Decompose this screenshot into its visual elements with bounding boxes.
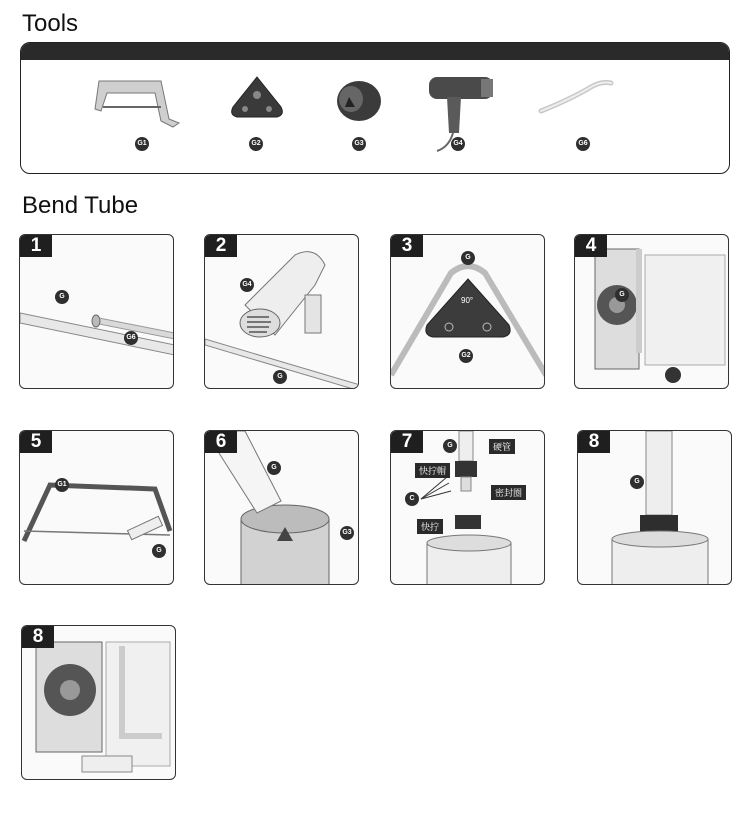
heat-gun-icon xyxy=(421,71,521,166)
bending-template-icon xyxy=(211,71,311,166)
step-badge: G6 xyxy=(124,331,138,345)
tool-heat-gun xyxy=(421,71,521,166)
step-number: 2 xyxy=(205,235,237,257)
step-number: 4 xyxy=(575,235,607,257)
step-badge: G xyxy=(55,290,69,304)
step-badge: G xyxy=(443,439,457,453)
step-panel-5 xyxy=(19,430,174,585)
cut-tube-illustration xyxy=(20,431,174,585)
tool-chamfer xyxy=(321,71,421,166)
step-number: 3 xyxy=(391,235,423,257)
hacksaw-icon xyxy=(91,71,191,166)
tool-badge: G4 xyxy=(451,137,465,151)
label-quick-fit: 快拧 xyxy=(417,519,443,534)
step-number: 1 xyxy=(20,235,52,257)
tools-panel xyxy=(20,42,730,174)
step-badge: C xyxy=(405,492,419,506)
tools-header-bar xyxy=(21,43,729,60)
label-quick-cap: 快拧帽 xyxy=(415,463,450,478)
fitting-installed-illustration xyxy=(578,431,732,585)
final-build-illustration xyxy=(22,626,176,780)
fitting-assembly-illustration xyxy=(391,431,545,585)
silicone-insert-icon xyxy=(531,71,631,166)
install-radiator-illustration xyxy=(575,235,729,389)
step-number: 6 xyxy=(205,431,237,453)
tool-badge: G3 xyxy=(352,137,366,151)
step-badge: G xyxy=(267,461,281,475)
step-panel-1 xyxy=(19,234,174,389)
angle-label: 90° xyxy=(461,296,474,305)
tool-badge: G2 xyxy=(249,137,263,151)
section-title-bend-tube: Bend Tube xyxy=(22,192,139,219)
step-badge: G xyxy=(615,288,629,302)
step-panel-6 xyxy=(204,430,359,585)
tool-silicone-insert xyxy=(531,71,631,166)
step-badge: G xyxy=(630,475,644,489)
step-badge: G2 xyxy=(459,349,473,363)
step-number: 7 xyxy=(391,431,423,453)
step-panel-4 xyxy=(574,234,729,389)
chamfer-tool-icon xyxy=(321,71,421,166)
tube-insert-illustration xyxy=(20,235,174,389)
step-panel-3 xyxy=(390,234,545,389)
step-panel-7 xyxy=(390,430,545,585)
chamfer-tube-illustration xyxy=(205,431,359,585)
step-panel-9 xyxy=(21,625,176,780)
step-badge: G4 xyxy=(240,278,254,292)
tool-badge: G1 xyxy=(135,137,149,151)
step-number: 8 xyxy=(578,431,610,453)
heat-tube-illustration xyxy=(205,235,359,389)
step-panel-8 xyxy=(577,430,732,585)
label-seal-ring: 密封圈 xyxy=(491,485,526,500)
step-badge: G xyxy=(273,370,287,384)
step-number: 8 xyxy=(22,626,54,648)
step-badge: G1 xyxy=(55,478,69,492)
step-badge: G3 xyxy=(340,526,354,540)
tool-badge: G6 xyxy=(576,137,590,151)
step-badge: G xyxy=(152,544,166,558)
step-badge: G xyxy=(461,251,475,265)
step-number: 5 xyxy=(20,431,52,453)
step-panel-2 xyxy=(204,234,359,389)
tool-hacksaw xyxy=(91,71,191,166)
tool-bending-template xyxy=(211,71,311,166)
section-title-tools: Tools xyxy=(22,10,79,37)
label-hard-tube: 硬管 xyxy=(489,439,515,454)
